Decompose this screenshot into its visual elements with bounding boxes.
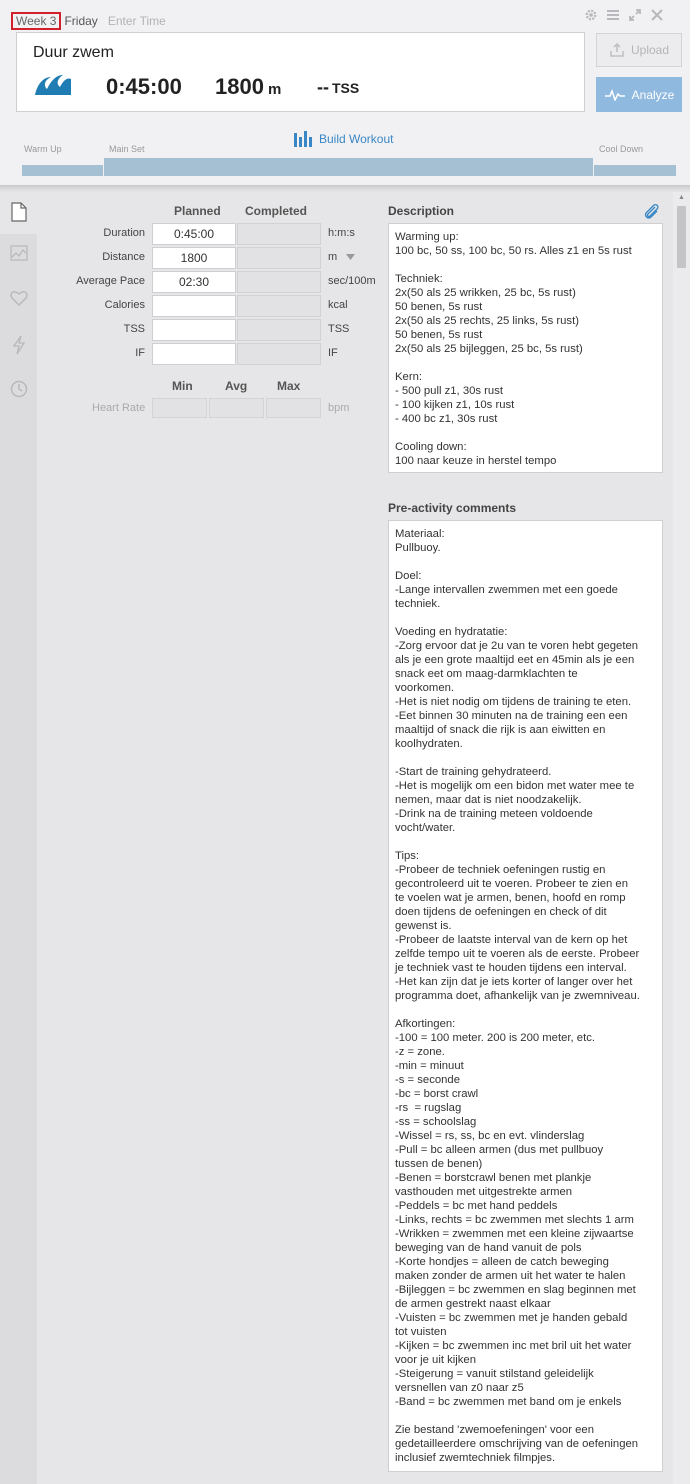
description-title: Description: [388, 204, 455, 218]
cool-down-label: Cool Down: [599, 144, 644, 154]
planned-header: Planned: [174, 204, 221, 218]
planned-duration-input[interactable]: 0:45:00: [152, 223, 236, 245]
gear-icon[interactable]: [584, 8, 598, 26]
hr-avg-input[interactable]: [209, 398, 264, 418]
analyze-button[interactable]: [596, 77, 682, 112]
lightning-icon[interactable]: [9, 335, 29, 355]
distance-unit: m: [328, 251, 338, 263]
clock-icon[interactable]: [9, 380, 29, 400]
expand-icon[interactable]: [628, 8, 642, 26]
close-icon[interactable]: [650, 8, 664, 26]
summary-duration: 0:45:00: [106, 74, 182, 99]
distance-unit-select[interactable]: [328, 251, 355, 263]
week-label[interactable]: Week 3: [11, 12, 61, 30]
scroll-up-arrow[interactable]: ▲: [678, 194, 685, 201]
upload-icon: [609, 43, 625, 57]
day-label: Friday: [64, 14, 98, 28]
planned-tss-input[interactable]: [152, 319, 236, 341]
duration-label: Duration: [103, 227, 145, 239]
planned-distance-input[interactable]: 1800: [152, 247, 236, 269]
side-nav: [0, 192, 37, 1484]
average-pace-label: Average Pace: [76, 275, 145, 287]
document-icon[interactable]: [9, 202, 29, 222]
completed-if-input[interactable]: [237, 343, 321, 365]
completed-distance-input[interactable]: [237, 247, 321, 269]
pace-unit: sec/100m: [328, 275, 376, 287]
hr-avg-header: Avg: [225, 379, 248, 393]
completed-header: Completed: [245, 204, 308, 218]
summary-tss: [317, 77, 359, 98]
workout-summary-card: [16, 32, 585, 112]
build-workout-button[interactable]: [293, 131, 393, 147]
distance-label: Distance: [102, 251, 145, 263]
chart-icon[interactable]: [9, 245, 29, 265]
pre-activity-comments-textarea[interactable]: Materiaal: Pullbuoy. Doel: -Lange intervallen zwemmen met een goede techniek. Voeding en hydratatie: -Zorg ervoor dat je 2u van te voren hebt gegeten als je een grote maaltijd eet en 45min als je een snack eet om maag-darmklachten te voorkomen. -Het is niet nodig om tijdens de training te eten. -Eet binnen 30 minuten na de training een een maaltijd of snack die rijk is aan eiwitten en koolhydraten. -Start de training gehydrateerd. -Het is mogelijk om een bidon met water mee te nemen, maar dat is niet noodzakelijk. -Drink na de training meteen voldoende vocht/water. Tips: -Probeer de techniek oefeningen rustig en gecontroleerd uit te voeren. Probeer te zien en te voelen wat je armen, benen, hoofd en romp doen tijdens de oefeningen en check of dit gewenst is. -Probeer de laatste interval van de kern op het zelfde tempo uit te voeren als de eerste. Probeer je techniek vast te houden tijdens een interval. -Het kan zijn dat je iets korter of langer over het programma doet, afhankelijk van je zwemniveau. Afkortingen: -100 = 100 meter. 200 is 200 meter, etc. -z = zone. -min = minuut -s = seconde -bc = borst crawl -rs = rugslag -ss = schoolslag -Wissel = rs, ss, bc en evt. vlinderslag -Pull = bc alleen armen (dus met pullbuoy tussen de benen) -Benen = borstcrawl benen met plankje vasthouden met uitgestrekte armen -Peddels = bc met hand peddels -Links, rechts = bc zwemmen met slechts 1 arm -Wrikken = zwemmen met een kleine zijwaartse beweging van de hand vanuit de pols -Korte hondjes = alleen de catch beweging maken zonder de armen uit het water te halen -Bijleggen = bc zwemmen en slag beginnen met de armen gestrekt naast elkaar -Vuisten = bc zwemmen met je handen gebald tot vuisten -Kijken = bc zwemmen inc met bril uit het water voor je uit kijken -Steigerung = vanuit stilstand geleidelijk versnellen van z0 naar z5 -Band = bc zwemmen met band om je enkels Zie bestand 'zwemoefeningen' voor een gedetailleerdere omschrijving van de oefeningen inclusief zwemtechniek filmpjes.: [388, 520, 663, 1472]
calories-unit: kcal: [328, 299, 348, 311]
warm-up-label: Warm Up: [24, 144, 62, 154]
summary-distance-value: 1800: [215, 74, 264, 99]
header-divider: [0, 186, 690, 192]
completed-calories-input[interactable]: [237, 295, 321, 317]
workout-title[interactable]: Duur zwem: [33, 44, 114, 61]
scrollbar-track[interactable]: [673, 192, 690, 1484]
completed-duration-input[interactable]: [237, 223, 321, 245]
menu-icon[interactable]: [606, 8, 620, 26]
hr-min-header: Min: [172, 379, 193, 393]
scrollbar-thumb[interactable]: [677, 206, 686, 268]
pulse-icon: [604, 89, 626, 101]
if-unit: IF: [328, 347, 338, 359]
upload-button[interactable]: [596, 33, 682, 67]
bar-chart-icon: [293, 131, 313, 147]
analyze-label: Analyze: [631, 87, 675, 102]
calories-label: Calories: [104, 299, 145, 311]
hr-max-header: Max: [277, 379, 301, 393]
main-set-label: Main Set: [109, 144, 145, 154]
enter-time-link[interactable]: Enter Time: [107, 14, 166, 28]
completed-tss-input[interactable]: [237, 319, 321, 341]
heart-rate-unit: bpm: [328, 402, 350, 414]
chevron-down-icon: [346, 254, 355, 260]
summary-tss-unit: TSS: [332, 80, 360, 96]
duration-unit: h:m:s: [328, 227, 355, 239]
planned-pace-input[interactable]: 02:30: [152, 271, 236, 293]
warm-up-bar[interactable]: [22, 165, 103, 176]
breadcrumb: [11, 12, 166, 30]
workout-header: [0, 0, 690, 186]
planned-calories-input[interactable]: [152, 295, 236, 317]
planned-if-input[interactable]: [152, 343, 236, 365]
cool-down-bar[interactable]: [594, 165, 676, 176]
summary-distance: [215, 74, 281, 100]
upload-label: Upload: [630, 43, 670, 57]
completed-pace-input[interactable]: [237, 271, 321, 293]
hr-max-input[interactable]: [266, 398, 321, 418]
pre-activity-comments-title: Pre-activity comments: [388, 501, 517, 515]
paperclip-icon[interactable]: [643, 203, 661, 221]
swim-wave-icon: [33, 71, 73, 97]
main-set-bar[interactable]: [104, 158, 593, 176]
build-workout-label: Build Workout: [319, 132, 394, 146]
description-textarea[interactable]: Warming up: 100 bc, 50 ss, 100 bc, 50 rs. Alles z1 en 5s rust Techniek: 2x(50 als 25 wrikken, 25 bc, 5s rust) 50 benen, 5s rust 2x(50 als 25 rechts, 25 links, 5s rust) 50 benen, 5s rust 2x(50 als 25 bijleggen, 25 bc, 5s rust) Kern: - 500 pull z1, 30s rust - 100 kijken z1, 10s rust - 400 bc z1, 30s rust Cooling down: 100 naar keuze in herstel tempo: [388, 223, 663, 473]
hr-min-input[interactable]: [152, 398, 207, 418]
if-label: IF: [135, 347, 145, 359]
tss-label: TSS: [123, 323, 145, 335]
window-controls: [584, 8, 664, 26]
tss-unit: TSS: [328, 323, 350, 335]
summary-tss-value: --: [317, 77, 329, 97]
heart-icon[interactable]: [9, 290, 29, 310]
heart-rate-label: Heart Rate: [92, 402, 146, 414]
summary-distance-unit: m: [267, 81, 282, 98]
